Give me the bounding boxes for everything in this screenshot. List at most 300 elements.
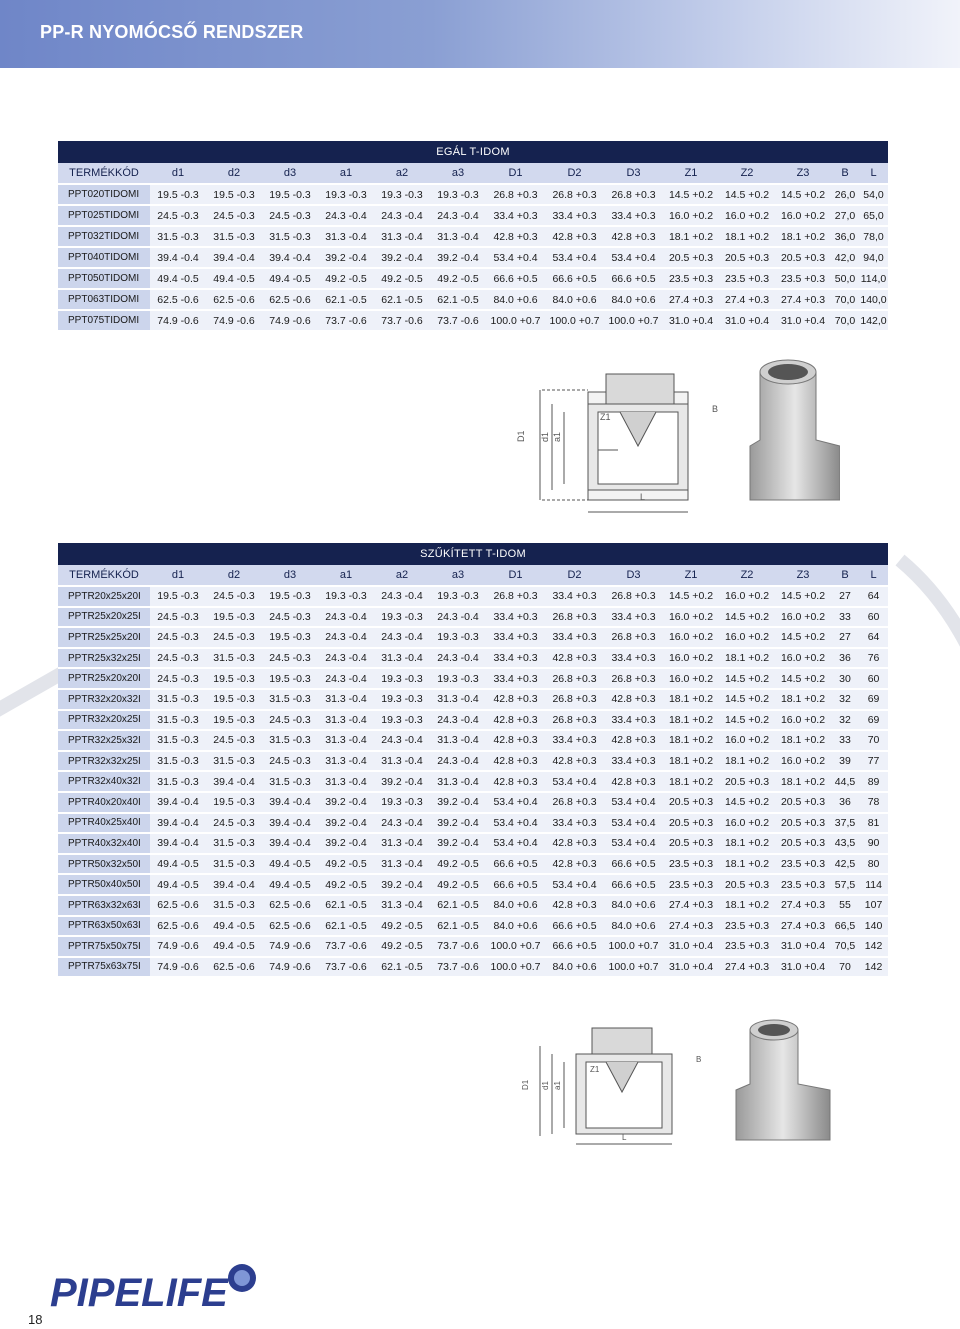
table-cell: 66.6 +0.5 (604, 874, 663, 895)
table-cell: 42.8 +0.3 (486, 710, 545, 731)
table-cell: 31.5 -0.3 (262, 730, 318, 751)
product-code-cell: PPT050TIDOMI (58, 268, 150, 289)
table-cell: 53.4 +0.4 (486, 813, 545, 834)
table-cell: 24.5 -0.3 (150, 668, 206, 689)
table-cell: 26.8 +0.3 (604, 668, 663, 689)
table-cell: 78 (859, 792, 888, 813)
table-cell: 49.2 -0.5 (430, 854, 486, 875)
table-cell: 16.0 +0.2 (719, 813, 775, 834)
egal-t-idom-table (58, 141, 888, 330)
table-cell: 16.0 +0.2 (719, 730, 775, 751)
table-cell: 39 (831, 751, 859, 772)
table-cell: 24.3 -0.4 (374, 730, 430, 751)
table-cell: 100.0 +0.7 (545, 310, 604, 330)
table-cell: 19.3 -0.3 (430, 184, 486, 205)
table-cell: 33.4 +0.3 (604, 648, 663, 669)
table-cell: 53.4 +0.4 (486, 792, 545, 813)
column-header: L (859, 565, 888, 586)
table-cell: 24.3 -0.4 (374, 586, 430, 607)
table-cell: 31.3 -0.4 (374, 854, 430, 875)
table-cell: 27.4 +0.3 (663, 916, 719, 937)
table-row (58, 289, 888, 310)
table-cell: 19.3 -0.3 (374, 184, 430, 205)
table-cell: 49.2 -0.5 (430, 874, 486, 895)
table-row (58, 833, 888, 854)
table-cell: 50,0 (831, 268, 859, 289)
table-cell: 31.3 -0.4 (374, 226, 430, 247)
table-row (58, 751, 888, 772)
table-cell: 49.4 -0.5 (150, 874, 206, 895)
table-cell: 31.3 -0.4 (374, 833, 430, 854)
table-cell: 23.5 +0.3 (663, 854, 719, 875)
table-cell: 23.5 +0.3 (775, 268, 831, 289)
table-cell: 42.8 +0.3 (545, 854, 604, 875)
table-cell: 53.4 +0.4 (604, 792, 663, 813)
table-cell: 114 (859, 874, 888, 895)
table-cell: 89 (859, 771, 888, 792)
product-code-cell: PPTR32x20x25I (58, 710, 150, 731)
product-code-cell: PPTR50x32x50I (58, 854, 150, 875)
table-cell: 24.3 -0.4 (374, 813, 430, 834)
table-cell: 33 (831, 607, 859, 628)
table-cell: 31.0 +0.4 (775, 936, 831, 957)
pipelife-logo (50, 1262, 260, 1314)
table-cell: 31.3 -0.4 (318, 710, 374, 731)
product-code-cell: PPT063TIDOMI (58, 289, 150, 310)
table-cell: 39.2 -0.4 (430, 247, 486, 268)
table-cell: 36 (831, 792, 859, 813)
table-cell: 19.3 -0.3 (318, 184, 374, 205)
table-cell: 66.6 +0.5 (486, 874, 545, 895)
table-cell: 74.9 -0.6 (262, 936, 318, 957)
table-cell: 19.3 -0.3 (430, 627, 486, 648)
table-body (58, 586, 888, 976)
table-cell: 24.5 -0.3 (150, 607, 206, 628)
table-cell: 49.4 -0.5 (206, 936, 262, 957)
table-cell: 49.2 -0.5 (318, 268, 374, 289)
table-cell: 24.3 -0.4 (430, 710, 486, 731)
table-cell: 76 (859, 648, 888, 669)
table-cell: 64 (859, 627, 888, 648)
table-cell: 49.2 -0.5 (374, 268, 430, 289)
product-code-cell: PPTR32x32x25I (58, 751, 150, 772)
table-cell: 18.1 +0.2 (663, 710, 719, 731)
table-cell: 32 (831, 710, 859, 731)
logo-wordmark: PIPELIFE (50, 1271, 228, 1314)
table-cell: 39.2 -0.4 (430, 813, 486, 834)
table-cell: 33.4 +0.3 (545, 813, 604, 834)
table-cell: 62.5 -0.6 (262, 895, 318, 916)
product-code-cell: PPTR40x25x40I (58, 813, 150, 834)
table-cell: 80 (859, 854, 888, 875)
table-row (58, 916, 888, 937)
table-cell: 30 (831, 668, 859, 689)
table-cell: 20.5 +0.3 (775, 792, 831, 813)
table-cell: 100.0 +0.7 (486, 936, 545, 957)
column-header: d1 (150, 163, 206, 184)
table-cell: 66,5 (831, 916, 859, 937)
table-cell: 27 (831, 627, 859, 648)
column-header: a3 (430, 163, 486, 184)
table-cell: 42.8 +0.3 (604, 689, 663, 710)
table-cell: 33.4 +0.3 (486, 205, 545, 226)
table-cell: 31.3 -0.4 (318, 689, 374, 710)
table-cell: 42.8 +0.3 (545, 226, 604, 247)
table-cell: 16.0 +0.2 (663, 607, 719, 628)
table-cell: 27.4 +0.3 (775, 895, 831, 916)
table-cell: 53.4 +0.4 (545, 874, 604, 895)
table-row (58, 689, 888, 710)
table-cell: 73.7 -0.6 (318, 957, 374, 977)
table-row (58, 936, 888, 957)
table-cell: 84.0 +0.6 (604, 916, 663, 937)
table-cell: 24.5 -0.3 (206, 586, 262, 607)
table-cell: 20.5 +0.3 (775, 833, 831, 854)
column-header: a2 (374, 163, 430, 184)
table-cell: 16.0 +0.2 (663, 205, 719, 226)
dim-label-d2: d1 (540, 431, 550, 442)
table-cell: 42.8 +0.3 (486, 689, 545, 710)
table-cell: 53.4 +0.4 (545, 771, 604, 792)
table-cell: 24.5 -0.3 (150, 648, 206, 669)
table-cell: 14.5 +0.2 (663, 184, 719, 205)
column-header: L (859, 163, 888, 184)
table-cell: 14.5 +0.2 (719, 184, 775, 205)
table-cell: 42.8 +0.3 (604, 226, 663, 247)
table-cell: 31.0 +0.4 (775, 310, 831, 330)
table-cell: 53.4 +0.4 (604, 247, 663, 268)
table-cell: 19.5 -0.3 (262, 184, 318, 205)
table-cell: 19.5 -0.3 (262, 668, 318, 689)
table-cell: 24.3 -0.4 (430, 648, 486, 669)
table-cell: 24.5 -0.3 (150, 205, 206, 226)
table-cell: 39.4 -0.4 (206, 247, 262, 268)
table-cell: 16.0 +0.2 (775, 648, 831, 669)
dim-label-z1: Z1 (600, 412, 611, 422)
table-cell: 31.0 +0.4 (775, 957, 831, 977)
table-cell: 24.5 -0.3 (206, 813, 262, 834)
table-cell: 19.5 -0.3 (206, 668, 262, 689)
table-cell: 36 (831, 648, 859, 669)
table-cell: 39.2 -0.4 (374, 874, 430, 895)
table-cell: 33.4 +0.3 (486, 607, 545, 628)
table-cell: 24.5 -0.3 (262, 648, 318, 669)
table-cell: 62.1 -0.5 (430, 289, 486, 310)
product-code-cell: PPTR32x20x32I (58, 689, 150, 710)
table-cell: 74.9 -0.6 (262, 957, 318, 977)
table-cell: 53.4 +0.4 (604, 833, 663, 854)
table-cell: 66.6 +0.5 (604, 854, 663, 875)
table-cell: 31.3 -0.4 (430, 689, 486, 710)
table-cell: 24.3 -0.4 (318, 648, 374, 669)
egal-t-idom-drawing (480, 350, 840, 520)
table-cell: 24.3 -0.4 (318, 627, 374, 648)
table-cell: 27.4 +0.3 (719, 289, 775, 310)
dim-label-d1: D1 (516, 430, 526, 442)
page-header (0, 0, 960, 68)
column-header: a2 (374, 565, 430, 586)
table-cell: 26.8 +0.3 (604, 586, 663, 607)
table-cell: 16.0 +0.2 (719, 627, 775, 648)
table-cell: 24.5 -0.3 (206, 730, 262, 751)
table-cell: 27.4 +0.3 (719, 957, 775, 977)
table-cell: 31.3 -0.4 (430, 226, 486, 247)
table-cell: 54,0 (859, 184, 888, 205)
table-cell: 39.4 -0.4 (206, 874, 262, 895)
column-header: Z3 (775, 163, 831, 184)
table-cell: 23.5 +0.3 (719, 936, 775, 957)
table-cell: 31.0 +0.4 (663, 936, 719, 957)
table-cell: 23.5 +0.3 (719, 916, 775, 937)
table-cell: 24.3 -0.4 (430, 751, 486, 772)
product-code-cell: PPT032TIDOMI (58, 226, 150, 247)
table-cell: 18.1 +0.2 (663, 751, 719, 772)
table-cell: 31.3 -0.4 (374, 648, 430, 669)
table-body (58, 184, 888, 330)
table-cell: 100.0 +0.7 (604, 936, 663, 957)
product-code-cell: PPTR63x50x63I (58, 916, 150, 937)
table-cell: 26.8 +0.3 (545, 184, 604, 205)
table-cell: 14.5 +0.2 (719, 792, 775, 813)
table-row (58, 854, 888, 875)
table-cell: 70,0 (831, 310, 859, 330)
table-cell: 27,0 (831, 205, 859, 226)
table-cell: 24.5 -0.3 (262, 751, 318, 772)
table-cell: 24.3 -0.4 (430, 205, 486, 226)
table-cell: 62.1 -0.5 (374, 957, 430, 977)
table-cell: 20.5 +0.3 (663, 813, 719, 834)
table-cell: 19.5 -0.3 (150, 586, 206, 607)
table-cell: 20.5 +0.3 (663, 792, 719, 813)
table-cell: 26.8 +0.3 (604, 627, 663, 648)
table-cell: 18.1 +0.2 (719, 648, 775, 669)
table-cell: 24.5 -0.3 (262, 607, 318, 628)
table-cell: 20.5 +0.3 (719, 874, 775, 895)
column-header: d2 (206, 565, 262, 586)
table-cell: 84.0 +0.6 (486, 916, 545, 937)
table-cell: 31.3 -0.4 (318, 771, 374, 792)
table-cell: 39.4 -0.4 (150, 792, 206, 813)
table-cell: 42,0 (831, 247, 859, 268)
table-cell: 62.1 -0.5 (374, 289, 430, 310)
table-cell: 70,0 (831, 289, 859, 310)
table-cell: 74.9 -0.6 (262, 310, 318, 330)
table-cell: 23.5 +0.3 (775, 874, 831, 895)
table-cell: 32 (831, 689, 859, 710)
table-cell: 65,0 (859, 205, 888, 226)
table-cell: 31.0 +0.4 (663, 957, 719, 977)
table-cell: 42.8 +0.3 (545, 751, 604, 772)
column-header: a1 (318, 565, 374, 586)
column-header: Z2 (719, 163, 775, 184)
table-cell: 16.0 +0.2 (663, 668, 719, 689)
table-cell: 142 (859, 936, 888, 957)
table-cell: 53.4 +0.4 (604, 813, 663, 834)
table-cell: 33.4 +0.3 (545, 586, 604, 607)
table-cell: 49.2 -0.5 (318, 854, 374, 875)
table-cell: 31.0 +0.4 (719, 310, 775, 330)
table-cell: 49.4 -0.5 (262, 874, 318, 895)
table-cell: 19.5 -0.3 (150, 184, 206, 205)
table-cell: 18.1 +0.2 (719, 895, 775, 916)
dim-label-d1: D1 (521, 1079, 530, 1090)
table-cell: 24.5 -0.3 (150, 627, 206, 648)
table-cell: 74.9 -0.6 (150, 957, 206, 977)
page-number: 18 (28, 1312, 43, 1327)
table-cell: 19.5 -0.3 (262, 627, 318, 648)
table-cell: 43,5 (831, 833, 859, 854)
table-cell: 42.8 +0.3 (486, 226, 545, 247)
table-cell: 19.5 -0.3 (262, 586, 318, 607)
table-cell: 18.1 +0.2 (663, 689, 719, 710)
table-cell: 19.5 -0.3 (206, 710, 262, 731)
table-row (58, 247, 888, 268)
table-cell: 16.0 +0.2 (775, 607, 831, 628)
table-cell: 26.8 +0.3 (545, 689, 604, 710)
column-header: D2 (545, 565, 604, 586)
table-cell: 31.5 -0.3 (206, 226, 262, 247)
table-cell: 26.8 +0.3 (545, 710, 604, 731)
page-title: PP-R NYOMÓCSŐ RENDSZER (40, 22, 304, 42)
table-cell: 18.1 +0.2 (663, 730, 719, 751)
table-cell: 33.4 +0.3 (486, 668, 545, 689)
table-row (58, 771, 888, 792)
column-header: d1 (150, 565, 206, 586)
table-cell: 39.4 -0.4 (206, 771, 262, 792)
szukitett-t-idom-drawing (480, 1000, 840, 1150)
product-code-cell: PPTR20x25x20I (58, 586, 150, 607)
table-cell: 39.4 -0.4 (150, 833, 206, 854)
table-cell: 26,0 (831, 184, 859, 205)
table-cell: 42.8 +0.3 (604, 730, 663, 751)
table-cell: 26.8 +0.3 (486, 184, 545, 205)
dim-label-l: L (640, 492, 646, 502)
table-cell: 73.7 -0.6 (374, 310, 430, 330)
table-header-row (58, 565, 888, 586)
table-row (58, 792, 888, 813)
product-code-cell: PPTR75x63x75I (58, 957, 150, 977)
product-code-cell: PPT075TIDOMI (58, 310, 150, 330)
table-cell: 18.1 +0.2 (775, 771, 831, 792)
table-cell: 49.4 -0.5 (262, 854, 318, 875)
table-cell: 14.5 +0.2 (775, 668, 831, 689)
column-header: TERMÉKKÓD (58, 163, 150, 184)
table-cell: 18.1 +0.2 (663, 226, 719, 247)
table-cell: 73.7 -0.6 (318, 936, 374, 957)
table-cell: 31.5 -0.3 (262, 689, 318, 710)
table-cell: 33 (831, 730, 859, 751)
table-cell: 62.5 -0.6 (262, 289, 318, 310)
table-cell: 19.5 -0.3 (206, 792, 262, 813)
table-cell: 19.3 -0.3 (374, 668, 430, 689)
table-cell: 33.4 +0.3 (604, 751, 663, 772)
table-cell: 49.4 -0.5 (150, 268, 206, 289)
table-cell: 24.3 -0.4 (374, 627, 430, 648)
table-cell: 31.5 -0.3 (262, 771, 318, 792)
table-cell: 42.8 +0.3 (545, 648, 604, 669)
table-cell: 31.5 -0.3 (206, 751, 262, 772)
product-code-cell: PPT020TIDOMI (58, 184, 150, 205)
table-cell: 94,0 (859, 247, 888, 268)
table-cell: 39.4 -0.4 (262, 247, 318, 268)
table-row (58, 730, 888, 751)
table-cell: 42,5 (831, 854, 859, 875)
table-row (58, 310, 888, 330)
product-code-cell: PPT025TIDOMI (58, 205, 150, 226)
table-cell: 31.5 -0.3 (262, 226, 318, 247)
table-cell: 26.8 +0.3 (604, 184, 663, 205)
table-cell: 42.8 +0.3 (604, 771, 663, 792)
table-cell: 42.8 +0.3 (545, 895, 604, 916)
column-header: D3 (604, 565, 663, 586)
table-cell: 24.5 -0.3 (206, 627, 262, 648)
table-title: SZŰKÍTETT T-IDOM (58, 543, 888, 565)
table-cell: 31.3 -0.4 (430, 730, 486, 751)
table-cell: 20.5 +0.3 (663, 833, 719, 854)
table-cell: 114,0 (859, 268, 888, 289)
table-cell: 24.3 -0.4 (318, 668, 374, 689)
table-cell: 19.5 -0.3 (206, 689, 262, 710)
table-cell: 66.6 +0.5 (486, 268, 545, 289)
table-cell: 100.0 +0.7 (604, 310, 663, 330)
table-cell: 62.5 -0.6 (150, 895, 206, 916)
table-cell: 23.5 +0.3 (775, 854, 831, 875)
table-row (58, 710, 888, 731)
dim-label-b: B (696, 1055, 702, 1064)
table-cell: 18.1 +0.2 (775, 730, 831, 751)
dim-label-a1: a1 (553, 1081, 562, 1090)
table-cell: 39.4 -0.4 (150, 247, 206, 268)
table-row (58, 586, 888, 607)
table-title: EGÁL T-IDOM (58, 141, 888, 163)
table-cell: 100.0 +0.7 (604, 957, 663, 977)
table-cell: 74.9 -0.6 (150, 310, 206, 330)
table-row (58, 668, 888, 689)
table-cell: 16.0 +0.2 (775, 205, 831, 226)
table-cell: 57,5 (831, 874, 859, 895)
column-header: d3 (262, 565, 318, 586)
column-header: D3 (604, 163, 663, 184)
table-cell: 31.5 -0.3 (206, 833, 262, 854)
table-header-row (58, 163, 888, 184)
table-cell: 16.0 +0.2 (663, 648, 719, 669)
table-cell: 23.5 +0.3 (663, 268, 719, 289)
table-cell: 19.3 -0.3 (374, 607, 430, 628)
column-header: D1 (486, 565, 545, 586)
table-cell: 31.3 -0.4 (318, 751, 374, 772)
table-cell: 24.5 -0.3 (262, 205, 318, 226)
table-cell: 33.4 +0.3 (604, 607, 663, 628)
table-cell: 84.0 +0.6 (486, 289, 545, 310)
table-cell: 31.5 -0.3 (150, 730, 206, 751)
table-row (58, 813, 888, 834)
table-cell: 23.5 +0.3 (663, 874, 719, 895)
table-cell: 31.3 -0.4 (374, 895, 430, 916)
column-header: Z3 (775, 565, 831, 586)
table-cell: 49.2 -0.5 (430, 268, 486, 289)
table-cell: 33.4 +0.3 (545, 627, 604, 648)
table-cell: 14.5 +0.2 (775, 627, 831, 648)
table-cell: 27.4 +0.3 (775, 289, 831, 310)
table-cell: 81 (859, 813, 888, 834)
table-cell: 33.4 +0.3 (545, 730, 604, 751)
table-cell: 49.2 -0.5 (374, 936, 430, 957)
column-header: Z1 (663, 163, 719, 184)
table-cell: 39.2 -0.4 (318, 833, 374, 854)
table-cell: 24.3 -0.4 (430, 607, 486, 628)
table-cell: 19.5 -0.3 (206, 184, 262, 205)
table-cell: 69 (859, 710, 888, 731)
